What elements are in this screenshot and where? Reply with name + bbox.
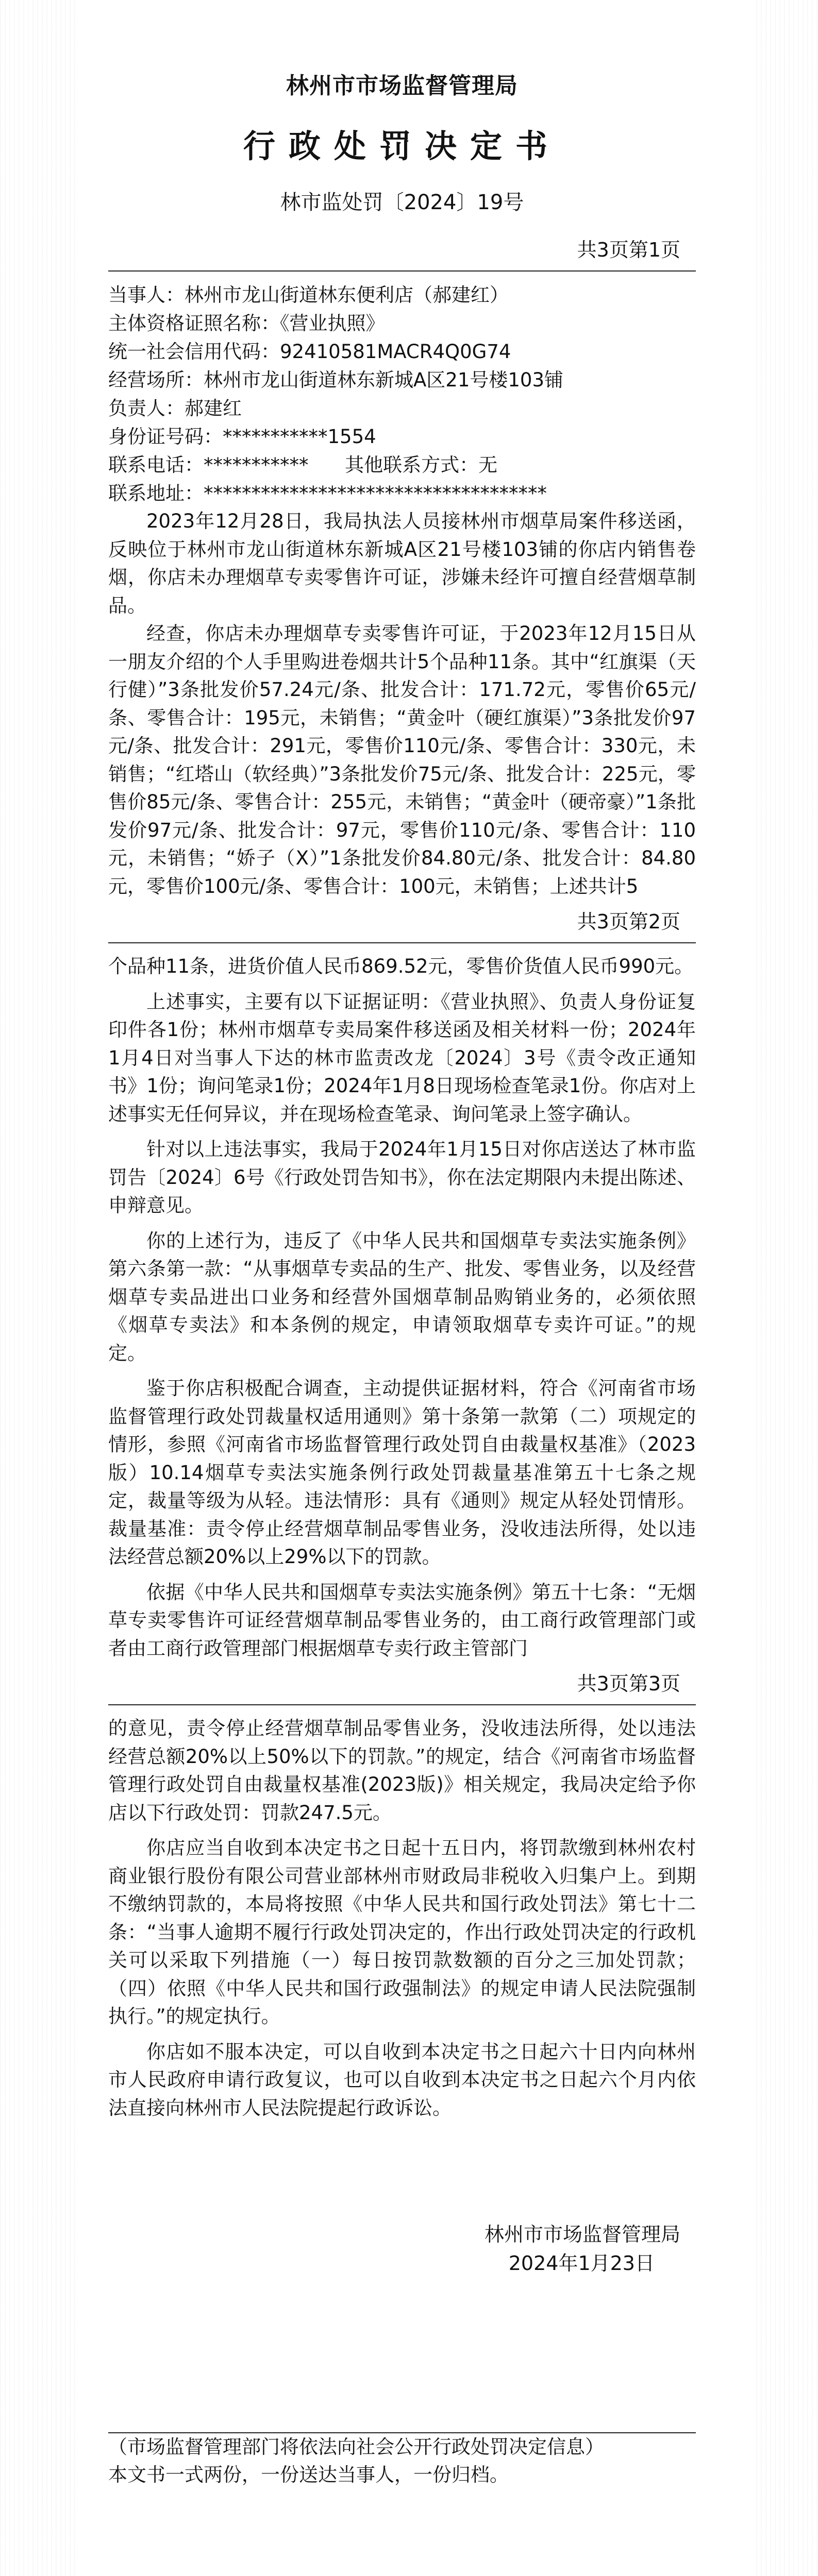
phone: 联系电话：*********** [108,454,309,476]
paragraph-violation: 你的上述行为，违反了《中华人民共和国烟草专卖法实施条例》第六条第一款：“从事烟草专卖品的生产、批发、零售业务，以及经营烟草专卖品进出口业务和经营外国烟草制品购销业务的，必须依照《烟草专卖法》和本条例的规定，申请领取烟草专卖许可证。”的规定。 [108,1229,696,1364]
paragraph-evidence: 上述事实，主要有以下证据证明：《营业执照》、负责人身份证复印件各1份；林州市烟草专卖局案件移送函及相关材料一份；2024年1月4日对当事人下达的林市监责改龙〔2024〕3号《责令改正通知书》1份；询问笔录1份；2024年1月8日现场检查笔录1份。你店对上述事实无任何异议，并在现场检查笔录、询问笔录上签字确认。 [108,990,696,1125]
signature-org: 林州市市场监督管理局 [484,2223,680,2246]
credit-code: 统一社会信用代码：92410581MACR4Q0G74 [108,341,511,363]
page-indicator-3: 共3页第3页 [577,1672,680,1695]
page-indicator-2: 共3页第2页 [577,910,680,933]
id-number: 身份证号码：***********1554 [108,426,376,448]
document-title: 行政处罚决定书 [243,127,561,165]
contact-row [108,451,696,479]
document-number: 林市监处罚〔2024〕19号 [280,191,524,214]
paragraph-legal-basis: 依据《中华人民共和国烟草专卖法实施条例》第五十七条：“无烟草专卖零售许可证经营烟草制品零售业务的，由工商行政管理部门或者由工商行政管理部门根据烟草专卖行政主管部门 [108,1581,696,1659]
disclosure-note: （市场监督管理部门将依法向社会公开行政处罚决定信息） [108,2436,604,2458]
business-address: 经营场所：林州市龙山街道林东新城A区21号楼103铺 [108,369,564,391]
document-content [108,57,696,2489]
principal: 负责人：郝建红 [108,397,242,419]
other-contact: 其他联系方式：无 [345,454,498,476]
copies-note: 本文书一式两份，一份送达当事人，一份归档。 [108,2464,509,2486]
background-texture-right [756,0,818,2576]
party-name: 当事人：林州市龙山街道林东便利店（郝建红） [108,284,509,306]
paragraph-case-source: 2023年12月28日，我局执法人员接林州市烟草局案件移送函，反映位于林州市龙山街道林东新城A区21号楼103铺的你店内销售卷烟，你店未办理烟草专卖零售许可证，涉嫌未经许可擅自经营烟草制品。 [108,510,696,617]
issuing-authority: 林州市市场监督管理局 [286,73,518,99]
paragraph-payment: 你店应当自收到本决定书之日起十五日内，将罚款缴到林州农村商业银行股份有限公司营业部林州市财政局非税收入归集户上。到期不缴纳罚款的，本局将按照《中华人民共和国行政处罚法》第七十二条：“当事人逾期不履行行政处罚决定的，作出行政处罚决定的行政机关可以采取下列措施（一）每日按罚款数额的百分之三加处罚款；（四）依照《中华人民共和国行政强制法》的规定申请人民法院强制执行。”的规定执行。 [108,1837,696,2027]
page-indicator-1: 共3页第1页 [577,239,680,261]
signature-block [108,2220,696,2278]
divider [108,942,696,943]
signature-date: 2024年1月23日 [508,2252,655,2275]
divider [108,270,696,272]
contact-address: 联系地址：************************************ [108,482,547,504]
party-info [108,281,696,507]
background-texture-left [0,0,77,2576]
certificate-name: 主体资格证照名称：《营业执照》 [108,312,385,334]
paragraph-notice: 针对以上违法事实，我局于2024年1月15日对你店送达了林市监罚告〔2024〕6号《行政处罚告知书》，你在法定期限内未提出陈述、申辩意见。 [108,1138,696,1216]
divider [108,1704,696,1705]
paragraph-appeal: 你店如不服本决定，可以自收到本决定书之日起六十日内向林州市人民政府申请行政复议，也可以自收到本决定书之日起六个月内依法直接向林州市人民法院提起行政诉讼。 [108,2040,696,2119]
paragraph-penalty: 的意见，责令停止经营烟草制品零售业务，没收违法所得，处以违法经营总额20%以上50%以下的罚款。”的规定，结合《河南省市场监督管理行政处罚自由裁量权基准(2023版)》相关规定，我局决定给予你店以下行政处罚：罚款247.5元。 [108,1717,696,1824]
paragraph-investigation-cont: 个品种11条，进货价值人民币869.52元，零售价货值人民币990元。 [108,955,694,977]
paragraph-discretion: 鉴于你店积极配合调查，主动提供证据材料，符合《河南省市场监督管理行政处罚裁量权适用通则》第十条第一款第（二）项规定的情形，参照《河南省市场监督管理行政处罚自由裁量权基准》（2023版）10.14烟草专卖法实施条例行政处罚裁量基准第五十七条之规定，裁量等级为从轻。违法情形：具有《通则》规定从轻处罚情形。裁量基准：责令停止经营烟草制品零售业务，没收违法所得，处以违法经营总额20%以上29%以下的罚款。 [108,1377,696,1568]
footer [108,2433,696,2489]
paragraph-investigation: 经查，你店未办理烟草专卖零售许可证，于2023年12月15日从一朋友介绍的个人手里购进卷烟共计5个品种11条。其中“红旗渠（天行健）”3条批发价57.24元/条、批发合计：171.72元，零售价65元/条、零售合计：195元，未销售；“黄金叶（硬红旗渠）”3条批发价97元/条、批发合计：291元，零售价110元/条、零售合计：330元，未销售；“红塔山（软经典）”3条批发价75元/条、批发合计：225元，零售价85元/条、零售合计：255元，未销售；“黄金叶（硬帝豪）”1条批发价97元/条、批发合计：97元，零售价110元/条、零售合计：110元，未销售；“娇子（X）”1条批发价84.80元/条、批发合计：84.80元，零售价100元/条、零售合计：100元，未销售；上述共计5 [108,622,696,897]
